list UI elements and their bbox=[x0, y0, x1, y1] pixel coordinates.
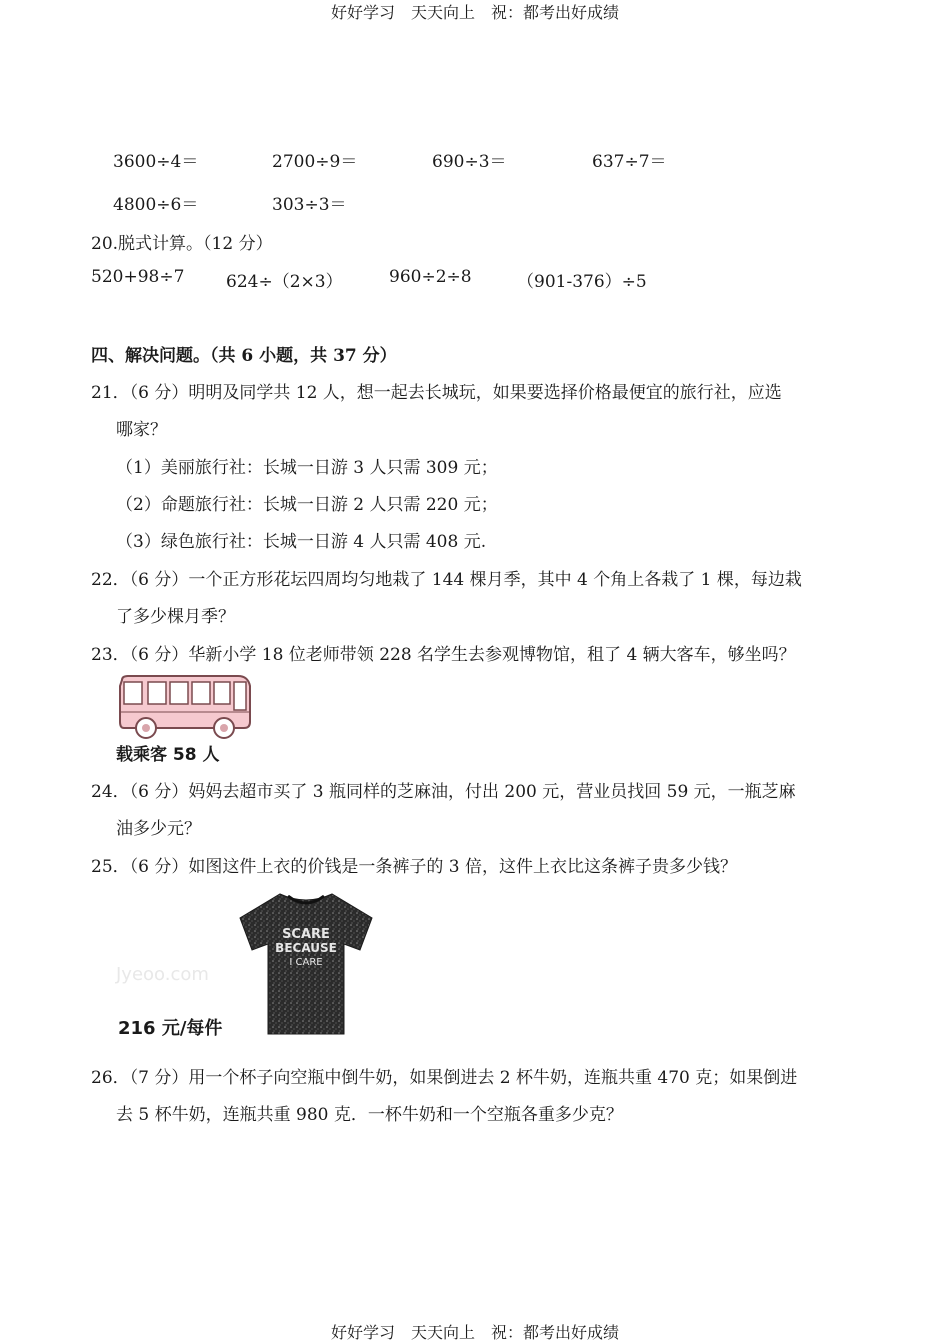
question-21-line2: 哪家？ bbox=[116, 420, 167, 440]
question-26-line2: 去 5 杯牛奶，连瓶共重 980 克．一杯牛奶和一个空瓶各重多少克？ bbox=[116, 1105, 623, 1125]
calc-item: 960÷2÷8 bbox=[389, 267, 472, 287]
page-header: 好好学习 天天向上 祝：都考出好成绩 bbox=[330, 3, 619, 22]
calc-item: 624÷（2×3） bbox=[226, 272, 343, 292]
calc-item: 520+98÷7 bbox=[91, 267, 185, 287]
question-22-line2: 了多少棵月季？ bbox=[116, 607, 235, 627]
question-21-line1: 21．（6 分）明明及同学共 12 人，想一起去长城玩，如果要选择价格最便宜的旅行社，应选 bbox=[91, 383, 782, 403]
watermark: Jyeoo.com bbox=[116, 964, 209, 985]
question-26-line1: 26．（7 分）用一个杯子向空瓶中倒牛奶，如果倒进去 2 杯牛奶，连瓶共重 470 克；如果倒进 bbox=[91, 1068, 798, 1088]
question-25-line1: 25．（6 分）如图这件上衣的价钱是一条裤子的 3 倍，这件上衣比这条裤子贵多少钱？ bbox=[91, 857, 737, 877]
shirt-illustration bbox=[112, 888, 380, 1040]
page-footer: 好好学习 天天向上 祝：都考出好成绩 bbox=[330, 1323, 619, 1342]
calc-item: 690÷3＝ bbox=[432, 152, 507, 172]
calc-item: 4800÷6＝ bbox=[113, 195, 199, 215]
calc-item: （901-376）÷5 bbox=[517, 272, 647, 292]
calc-item: 3600÷4＝ bbox=[113, 152, 199, 172]
shirt-print-line: BECAUSE bbox=[275, 941, 337, 955]
shirt-print-line: SCARE bbox=[282, 927, 330, 942]
question-24-line2: 油多少元？ bbox=[116, 819, 201, 839]
section-title: 四、解决问题。（共 6 小题，共 37 分） bbox=[91, 346, 397, 366]
question-22-line1: 22．（6 分）一个正方形花坛四周均匀地栽了 144 棵月季，其中 4 个角上各栽了 1 棵，每边栽 bbox=[91, 570, 802, 590]
calc-item: 303÷3＝ bbox=[272, 195, 347, 215]
question-21-option: （3）绿色旅行社：长城一日游 4 人只需 408 元. bbox=[116, 532, 487, 552]
question-21-option: （1）美丽旅行社：长城一日游 3 人只需 309 元； bbox=[116, 458, 498, 478]
tshirt-icon bbox=[236, 888, 376, 1036]
shirt-print-line: I CARE bbox=[289, 957, 323, 968]
bus-illustration bbox=[116, 672, 252, 764]
question-20-title: 20.脱式计算。（12 分） bbox=[91, 234, 273, 254]
question-23-line1: 23．（6 分）华新小学 18 位老师带领 228 名学生去参观博物馆，租了 4 辆大客车，够坐吗？ bbox=[91, 645, 796, 665]
bus-caption: 载乘客 58 人 bbox=[116, 745, 220, 765]
price-caption: 216 元/每件 bbox=[118, 1018, 223, 1039]
question-24-line1: 24．（6 分）妈妈去超市买了 3 瓶同样的芝麻油，付出 200 元，营业员找回 59 元，一瓶芝麻 bbox=[91, 782, 796, 802]
question-21-option: （2）命题旅行社：长城一日游 2 人只需 220 元； bbox=[116, 495, 498, 515]
calc-item: 2700÷9＝ bbox=[272, 152, 358, 172]
calc-item: 637÷7＝ bbox=[592, 152, 667, 172]
bus-icon bbox=[116, 672, 252, 742]
